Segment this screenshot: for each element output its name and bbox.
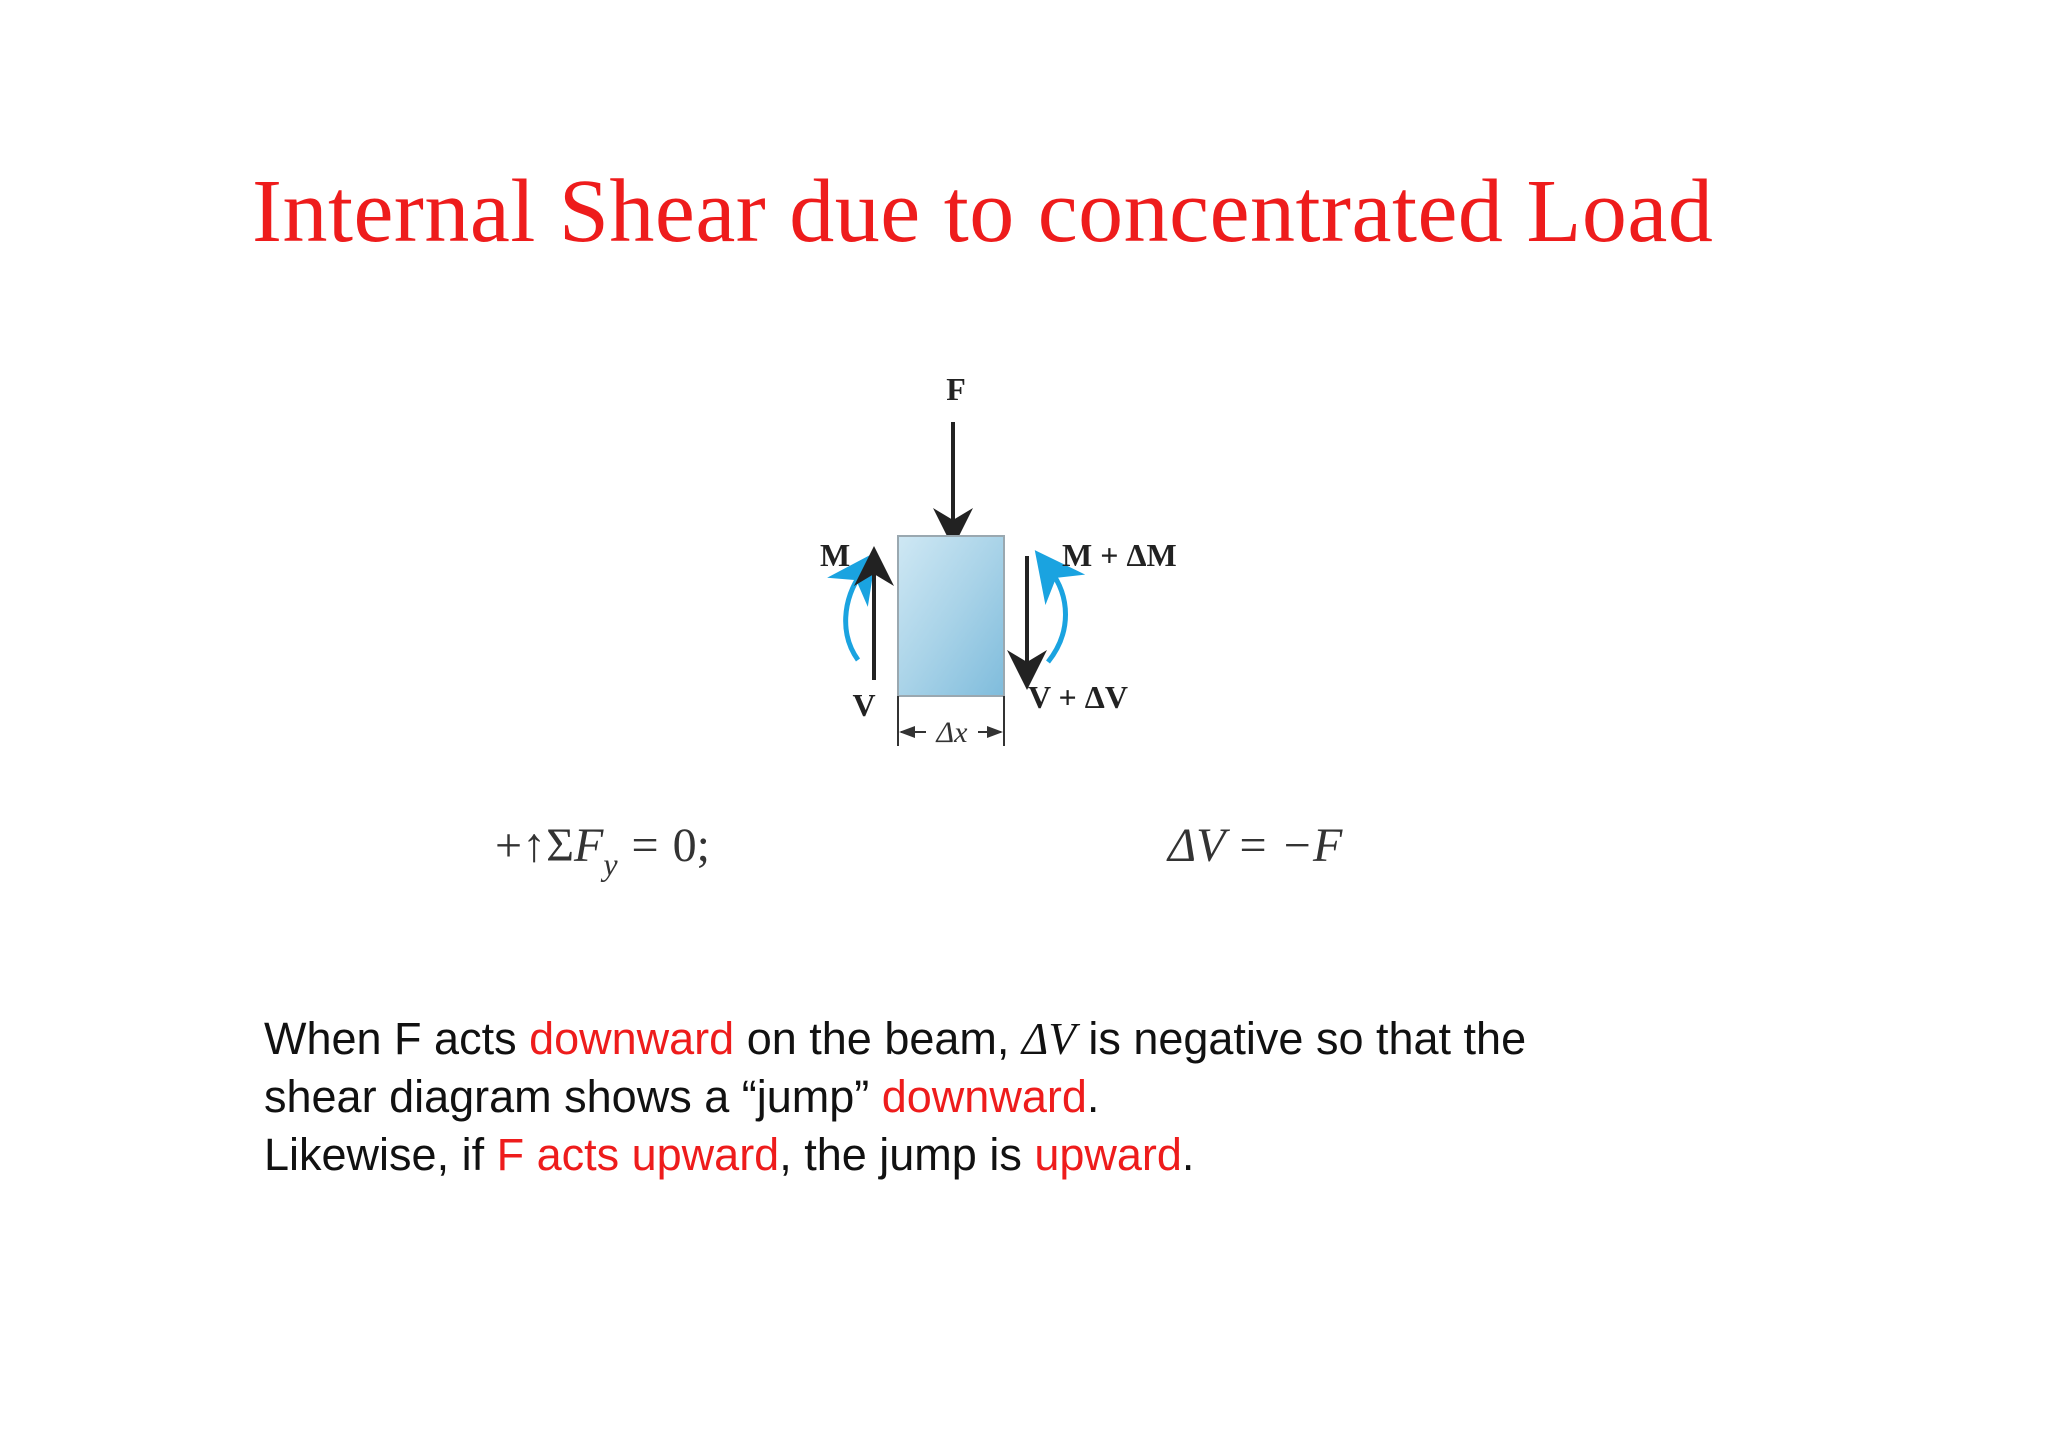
highlight-downward: downward (529, 1013, 735, 1064)
explanation-text (264, 1010, 1526, 1184)
text-segment: shear diagram shows a “jump” (264, 1071, 882, 1122)
moment-left-arrow-icon (846, 572, 862, 660)
equation-symbol: F (574, 819, 604, 872)
result-rhs: −F (1280, 819, 1343, 872)
text-segment: is negative so that the (1075, 1013, 1527, 1064)
shear-right-label: V + ΔV (1028, 679, 1128, 715)
explanation-line-3 (264, 1126, 1526, 1184)
text-segment: on the beam, (734, 1013, 1022, 1064)
inline-math: ΔV (1021, 1014, 1076, 1064)
result-operator: = (1239, 819, 1267, 872)
highlight-upward: upward (1034, 1129, 1182, 1180)
shear-left-label: V (852, 687, 876, 723)
explanation-line-2 (264, 1068, 1526, 1126)
text-segment: . (1086, 1071, 1100, 1122)
equation-prefix: +↑Σ (495, 819, 575, 872)
equation-subscript: y (603, 846, 618, 882)
result-lhs: ΔV (1168, 819, 1226, 872)
text-segment: Likewise, if (264, 1129, 497, 1180)
equation-value: 0; (672, 819, 710, 872)
force-label: F (946, 371, 966, 407)
highlight-f-acts-upward: F acts upward (496, 1129, 780, 1180)
moment-left-label: M (820, 537, 851, 573)
text-segment: When F acts (264, 1013, 530, 1064)
text-segment: . (1181, 1129, 1195, 1180)
width-label: Δx (936, 716, 968, 749)
equilibrium-equation (495, 818, 710, 883)
highlight-downward: downward (881, 1071, 1087, 1122)
beam-element (898, 536, 1004, 696)
equation-operator: = (631, 819, 659, 872)
text-segment: , the jump is (779, 1129, 1035, 1180)
moment-right-arrow-icon (1048, 570, 1066, 662)
moment-right-label: M + ΔM (1062, 537, 1177, 573)
free-body-diagram (780, 360, 1260, 760)
result-equation (1168, 818, 1342, 873)
slide-title: Internal Shear due to concentrated Load (252, 162, 1714, 261)
explanation-line-1 (264, 1010, 1526, 1068)
